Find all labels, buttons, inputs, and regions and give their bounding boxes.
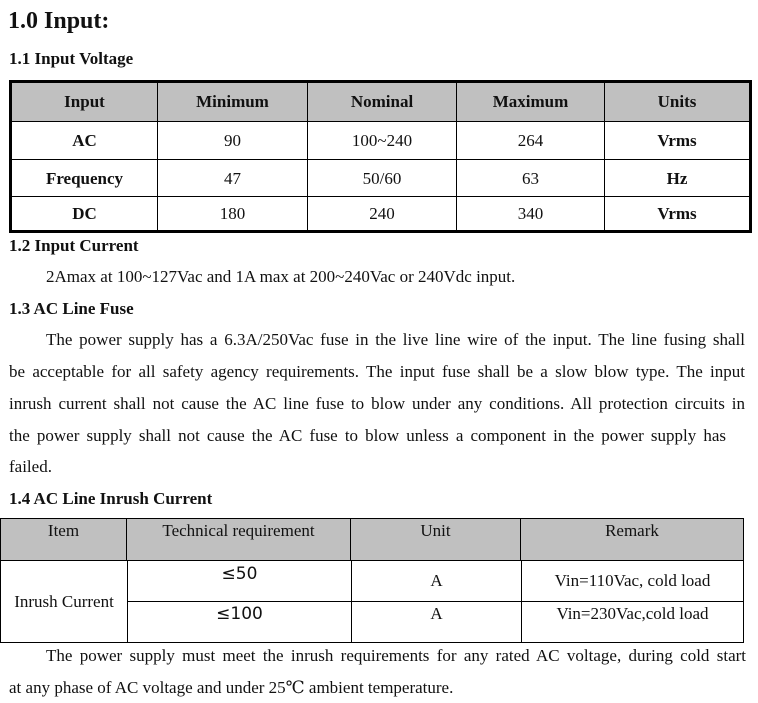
table-cell: 63: [457, 160, 605, 197]
table-row: [12, 196, 749, 231]
fuse-paragraph-line: the power supply shall not cause the AC fuse to blow unless a component in the power supply has: [9, 426, 726, 445]
table-cell: Vrms: [657, 131, 697, 150]
table-header-cell: Minimum: [158, 83, 308, 121]
table-header-cell: Units: [605, 83, 749, 121]
requirement-cell: ≤50: [221, 564, 258, 584]
table-header-cell: Technical requirement: [127, 519, 351, 560]
fuse-paragraph-line: inrush current shall not cause the AC line fuse to blow under any conditions. All protection circuits in: [9, 394, 745, 413]
table-cell: 90: [158, 122, 308, 160]
input-voltage-table: [9, 80, 752, 233]
table-cell: 240: [308, 197, 457, 231]
table-cell: Hz: [666, 168, 688, 188]
requirement-cell: ≤100: [216, 604, 263, 624]
fuse-paragraph-line: The power supply has a 6.3A/250Vac fuse in the live line wire of the input. The line fusing shall: [46, 330, 745, 349]
table-row: [12, 159, 749, 197]
remark-cell: Vin=110Vac, cold load: [554, 571, 711, 590]
table-cell: 340: [457, 197, 605, 231]
inrush-current-table: [0, 518, 744, 643]
closing-paragraph-line: The power supply must meet the inrush requirements for any rated AC voltage, during cold start: [46, 646, 746, 665]
fuse-paragraph-line: be acceptable for all safety agency requirements. The input fuse shall be a slow blow type. The input: [9, 362, 745, 381]
table-cell: 100~240: [308, 122, 457, 160]
table-header-row: [12, 83, 749, 121]
table-cell: 47: [158, 160, 308, 197]
table-cell: AC: [12, 122, 158, 160]
closing-paragraph-line: at any phase of AC voltage and under 25℃ ambient temperature.: [9, 678, 454, 697]
table-cell: 264: [457, 122, 605, 160]
table-cell: Vrms: [657, 204, 697, 223]
table-cell: Frequency: [12, 160, 158, 197]
fuse-paragraph-line: failed.: [9, 457, 52, 476]
table-header-cell: Maximum: [457, 83, 605, 121]
section-title-input-voltage: 1.1 Input Voltage: [9, 49, 134, 68]
section-title-inrush-current: 1.4 AC Line Inrush Current: [9, 489, 213, 508]
table-row: [12, 121, 749, 160]
remark-cell: Vin=230Vac,cold load: [556, 604, 709, 623]
table-header-cell: Unit: [351, 519, 521, 560]
section-title-ac-line-fuse: 1.3 AC Line Fuse: [9, 299, 134, 318]
table-cell: 180: [158, 197, 308, 231]
table-header-cell: Input: [12, 83, 158, 121]
table-header-cell: Item: [1, 519, 127, 560]
table-header-cell: Nominal: [308, 83, 457, 121]
table-cell: DC: [12, 197, 158, 231]
unit-cell: A: [430, 571, 443, 590]
input-current-text: 2Amax at 100~127Vac and 1A max at 200~240Vac or 240Vdc input.: [46, 267, 516, 286]
section-title-input-current: 1.2 Input Current: [9, 236, 139, 255]
inrush-item-cell: Inrush Current: [14, 591, 114, 611]
table-header-cell: Remark: [521, 519, 743, 560]
unit-cell: A: [430, 604, 443, 623]
page-heading: 1.0 Input:: [8, 8, 110, 34]
table-cell: 50/60: [308, 160, 457, 197]
